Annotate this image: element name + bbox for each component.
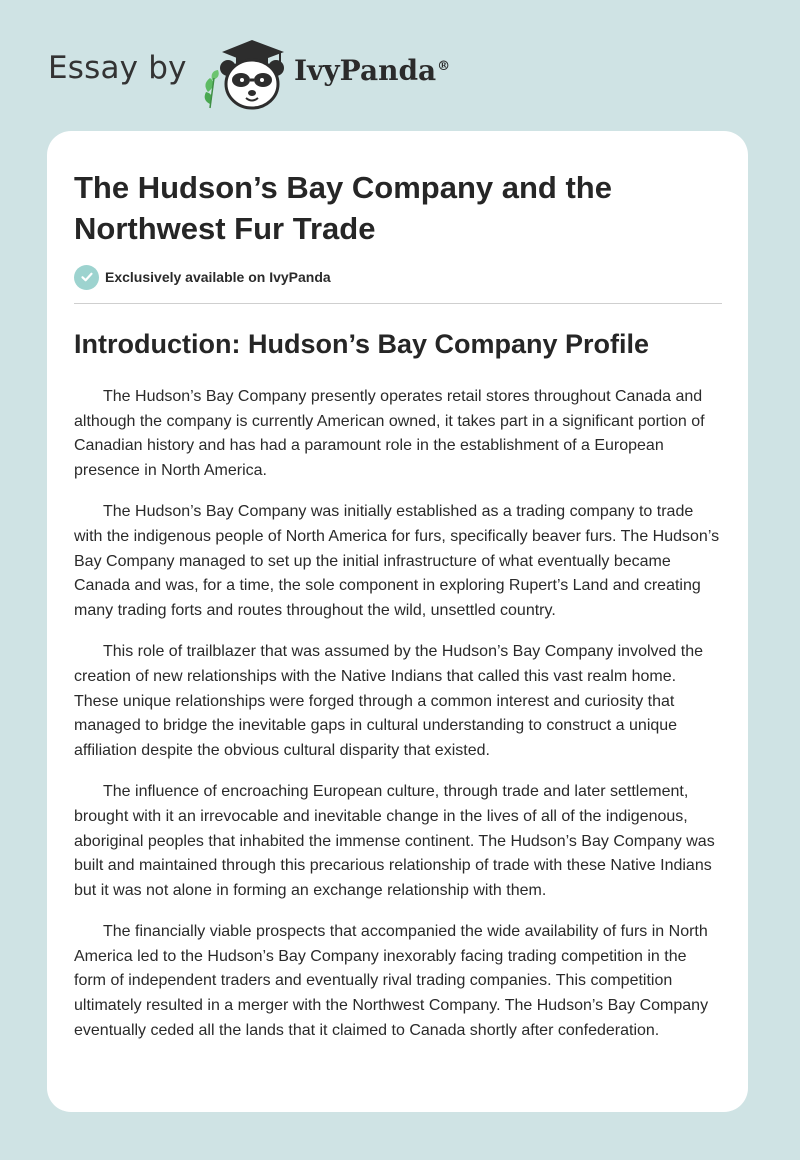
paragraph: The Hudson’s Bay Company was initially established as a trading company to trade with the indigenous people of North America for furs, specifically beaver furs. The Hudson’s Bay Company managed to set up the initial infrastructure of what eventually became Canada and was, for a time, the sole component in exploring Rupert’s Land and creating many trading forts and routes throughout the wild, unsettled country. <box>74 503 720 619</box>
registered-mark: ® <box>437 58 451 74</box>
paragraph: The financially viable prospects that accompanied the wide availability of furs in North America led to the Hudson’s Bay Company inexorably facing trading competition in the form of independent traders and eventually rival trading companies. This competition ultimately resulted in a merger with the Northwest Company. The Hudson’s Bay Company eventually ceded all the lands that it claimed to Canada shortly after confederation. <box>74 923 709 1039</box>
essay-card <box>47 131 748 1112</box>
essay-body <box>74 385 722 1060</box>
brand-logo-text[interactable] <box>294 54 450 87</box>
divider <box>74 303 722 304</box>
site-header <box>0 0 800 130</box>
exclusive-label: Exclusively available on IvyPanda <box>105 269 331 285</box>
essay-by-label: Essay by <box>48 50 187 86</box>
paragraph: The Hudson’s Bay Company presently operates retail stores throughout Canada and although the company is currently American owned, it takes part in a significant portion of Canadian history and has had a paramount role in the establishment of a European presence in North America. <box>74 388 705 479</box>
ivy-leaf-icon <box>205 70 219 108</box>
essay-title: The Hudson’s Bay Company and the Northwest Fur Trade <box>74 170 612 246</box>
check-circle-icon <box>74 265 99 290</box>
panda-graduate-logo-icon <box>200 34 290 112</box>
exclusive-badge <box>74 264 331 290</box>
paragraph: The influence of encroaching European culture, through trade and later settlement, brought with it an irrevocable and inevitable change in the lives of all of the indigenous, aboriginal peoples that inhabited the immense continent. The Hudson’s Bay Company was built and maintained through this precarious relationship of trade with these Native Indians but it was not alone in forming an exchange relationship with them. <box>74 783 715 899</box>
brand-name: IvyPanda <box>294 54 437 87</box>
paragraph: This role of trailblazer that was assumed by the Hudson’s Bay Company involved the creation of new relationships with the Native Indians that called this vast realm home. These unique relationships were forged through a common interest and curiosity that managed to bridge the inevitable gaps in cultural understanding to construct a unique affiliation despite the obvious cultural disparity that existed. <box>74 643 704 759</box>
section-heading: Introduction: Hudson’s Bay Company Profile <box>74 329 650 359</box>
